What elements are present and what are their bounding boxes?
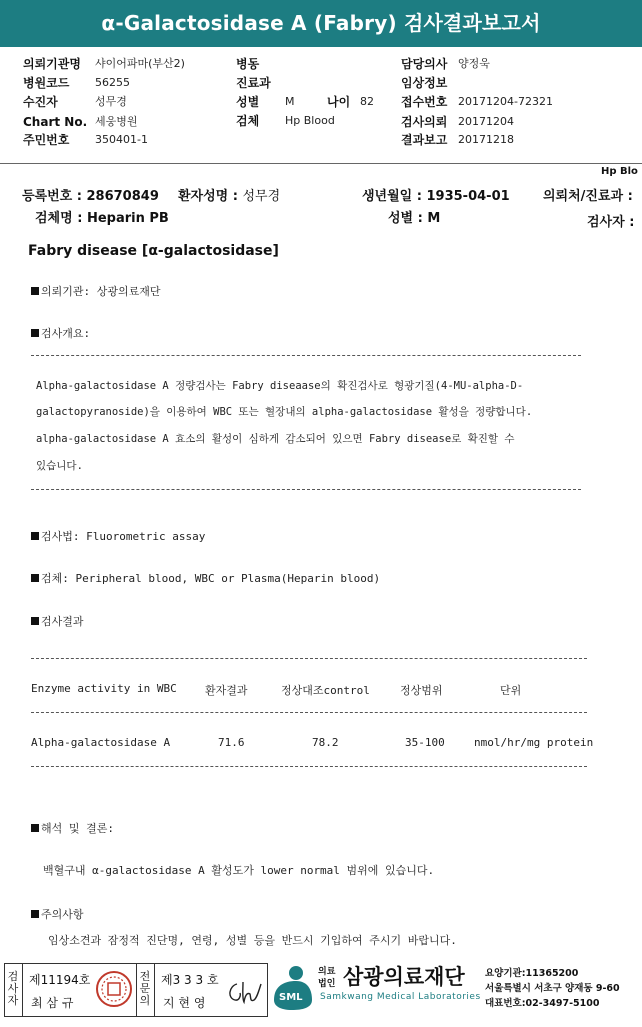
overview-line-2: galactopyranoside)을 이용하여 WBC 또는 혈장내의 alpha-galactosidase 활성을 정량합니다. (36, 406, 533, 418)
header-ward: 병동 (236, 57, 260, 71)
specialist-signature-icon (223, 978, 263, 1008)
result-normal-range: 35-100 (405, 736, 445, 749)
header-divider (0, 163, 642, 164)
header-specimen: 검체 Hp Blood (236, 114, 335, 128)
org-name: 삼광의료재단 (343, 965, 465, 989)
result-control-value: 78.2 (312, 736, 339, 749)
report-footer (0, 960, 642, 1027)
patient-tester: 검사자 : (587, 215, 635, 230)
org-phone: 대표번호:02-3497-5100 (485, 998, 600, 1009)
section-institution: 의뢰기관: 상광의료재단 (31, 283, 161, 299)
results-header-unit: 단위 (500, 684, 522, 697)
sml-logo-icon (270, 964, 314, 1010)
tester-vertical-label: 검 사 자 (7, 970, 19, 1007)
patient-specimen: 검체명 : Heparin PB (35, 211, 169, 226)
patient-dob: 생년월일 : 1935-04-01 (362, 189, 510, 204)
report-title-bar: α-Galactosidase A (Fabry) 검사결과보고서 (0, 0, 642, 47)
patient-name: 환자성명 : 성무경 (178, 189, 281, 204)
header-id-no: 주민번호 350401-1 (23, 133, 148, 147)
results-header-rule (31, 712, 587, 713)
results-top-rule (31, 658, 587, 659)
section-overview: 검사개요: (31, 325, 90, 341)
result-enzyme: Alpha-galactosidase A (31, 736, 171, 749)
tester-license-no: 제11194호 (29, 973, 91, 987)
org-institution-code: 요양기관:11365200 (485, 968, 579, 979)
specialist-license-no: 제3 3 3 호 (161, 973, 219, 987)
results-header-control: 정상대조control (281, 684, 370, 697)
section-specimen: 검체: Peripheral blood, WBC or Plasma(Heparin blood) (31, 570, 380, 586)
tester-seal-icon (94, 969, 134, 1009)
patient-sex: 성별 : M (388, 211, 441, 226)
header-age: 나이 82 (327, 95, 374, 109)
overview-bottom-rule (31, 489, 581, 490)
overview-line-4: 있습니다. (36, 460, 83, 472)
org-address: 서울특별시 서초구 양재동 9-60 (485, 983, 620, 994)
overview-line-1: Alpha-galactosidase A 정량검사는 Fabry diseaase의 확진검사로 형광기질(4-MU-alpha-D- (36, 380, 524, 392)
specialist-vertical-label: 전 문 의 (139, 970, 151, 1007)
header-report-date: 결과보고 20171218 (401, 133, 514, 147)
notes-text: 임상소견과 잠정적 진단명, 연령, 성별 등을 반드시 기입하여 주시기 바랍니다. (48, 934, 457, 947)
overview-line-3: alpha-galactosidase A 효소의 활성이 심하게 감소되어 있으면 Fabry disease로 확진할 수 (36, 433, 515, 445)
overview-top-rule (31, 355, 581, 356)
header-chart-no: Chart No. 세웅병원 (23, 115, 138, 129)
section-method: 검사법: Fluorometric assay (31, 528, 205, 544)
result-patient-value: 71.6 (218, 736, 245, 749)
header-doctor: 담당의사 양정욱 (401, 57, 490, 71)
result-unit: nmol/hr/mg protein (474, 736, 594, 749)
header-hospital-code: 병원코드 56255 (23, 76, 130, 90)
interpretation-text: 백혈구내 α-galactosidase A 활성도가 lower normal 범위에 있습니다. (43, 864, 435, 877)
section-notes: 주의사항 (31, 906, 84, 922)
signature-box (4, 963, 268, 1017)
results-bottom-rule (31, 766, 587, 767)
header-request-date: 검사의뢰 20171204 (401, 115, 514, 129)
header-examinee: 수진자 성무경 (23, 95, 127, 109)
header-clinical-info: 임상정보 (401, 76, 448, 90)
org-prefix: 의료 법인 (318, 967, 336, 989)
patient-reg-no: 등록번호 : 28670849 (22, 189, 159, 204)
header-sex: 성별 M (236, 95, 295, 109)
header-institution: 의뢰기관명 샤이어파마(부산2) (23, 57, 185, 71)
results-header-range: 정상범위 (400, 684, 443, 697)
results-header-enzyme: Enzyme activity in WBC (31, 682, 177, 695)
sml-logo-text: SML (279, 992, 303, 1003)
header-department: 진료과 (236, 76, 271, 90)
report-heading: Fabry disease [α-galactosidase] (28, 243, 279, 259)
section-interpretation: 해석 및 결론: (31, 820, 114, 836)
specialist-name: 지 현 영 (163, 996, 206, 1010)
org-english-name: Samkwang Medical Laboratories (320, 992, 481, 1002)
header-receipt-no: 접수번호 20171204-72321 (401, 95, 553, 109)
patient-referrer: 의뢰처/진료과 : (543, 189, 633, 204)
results-header-patient: 환자결과 (205, 684, 248, 697)
cutoff-specimen-text: Hp Blo (601, 166, 638, 177)
section-results: 검사결과 (31, 613, 84, 629)
tester-name: 최 삼 규 (31, 996, 74, 1010)
